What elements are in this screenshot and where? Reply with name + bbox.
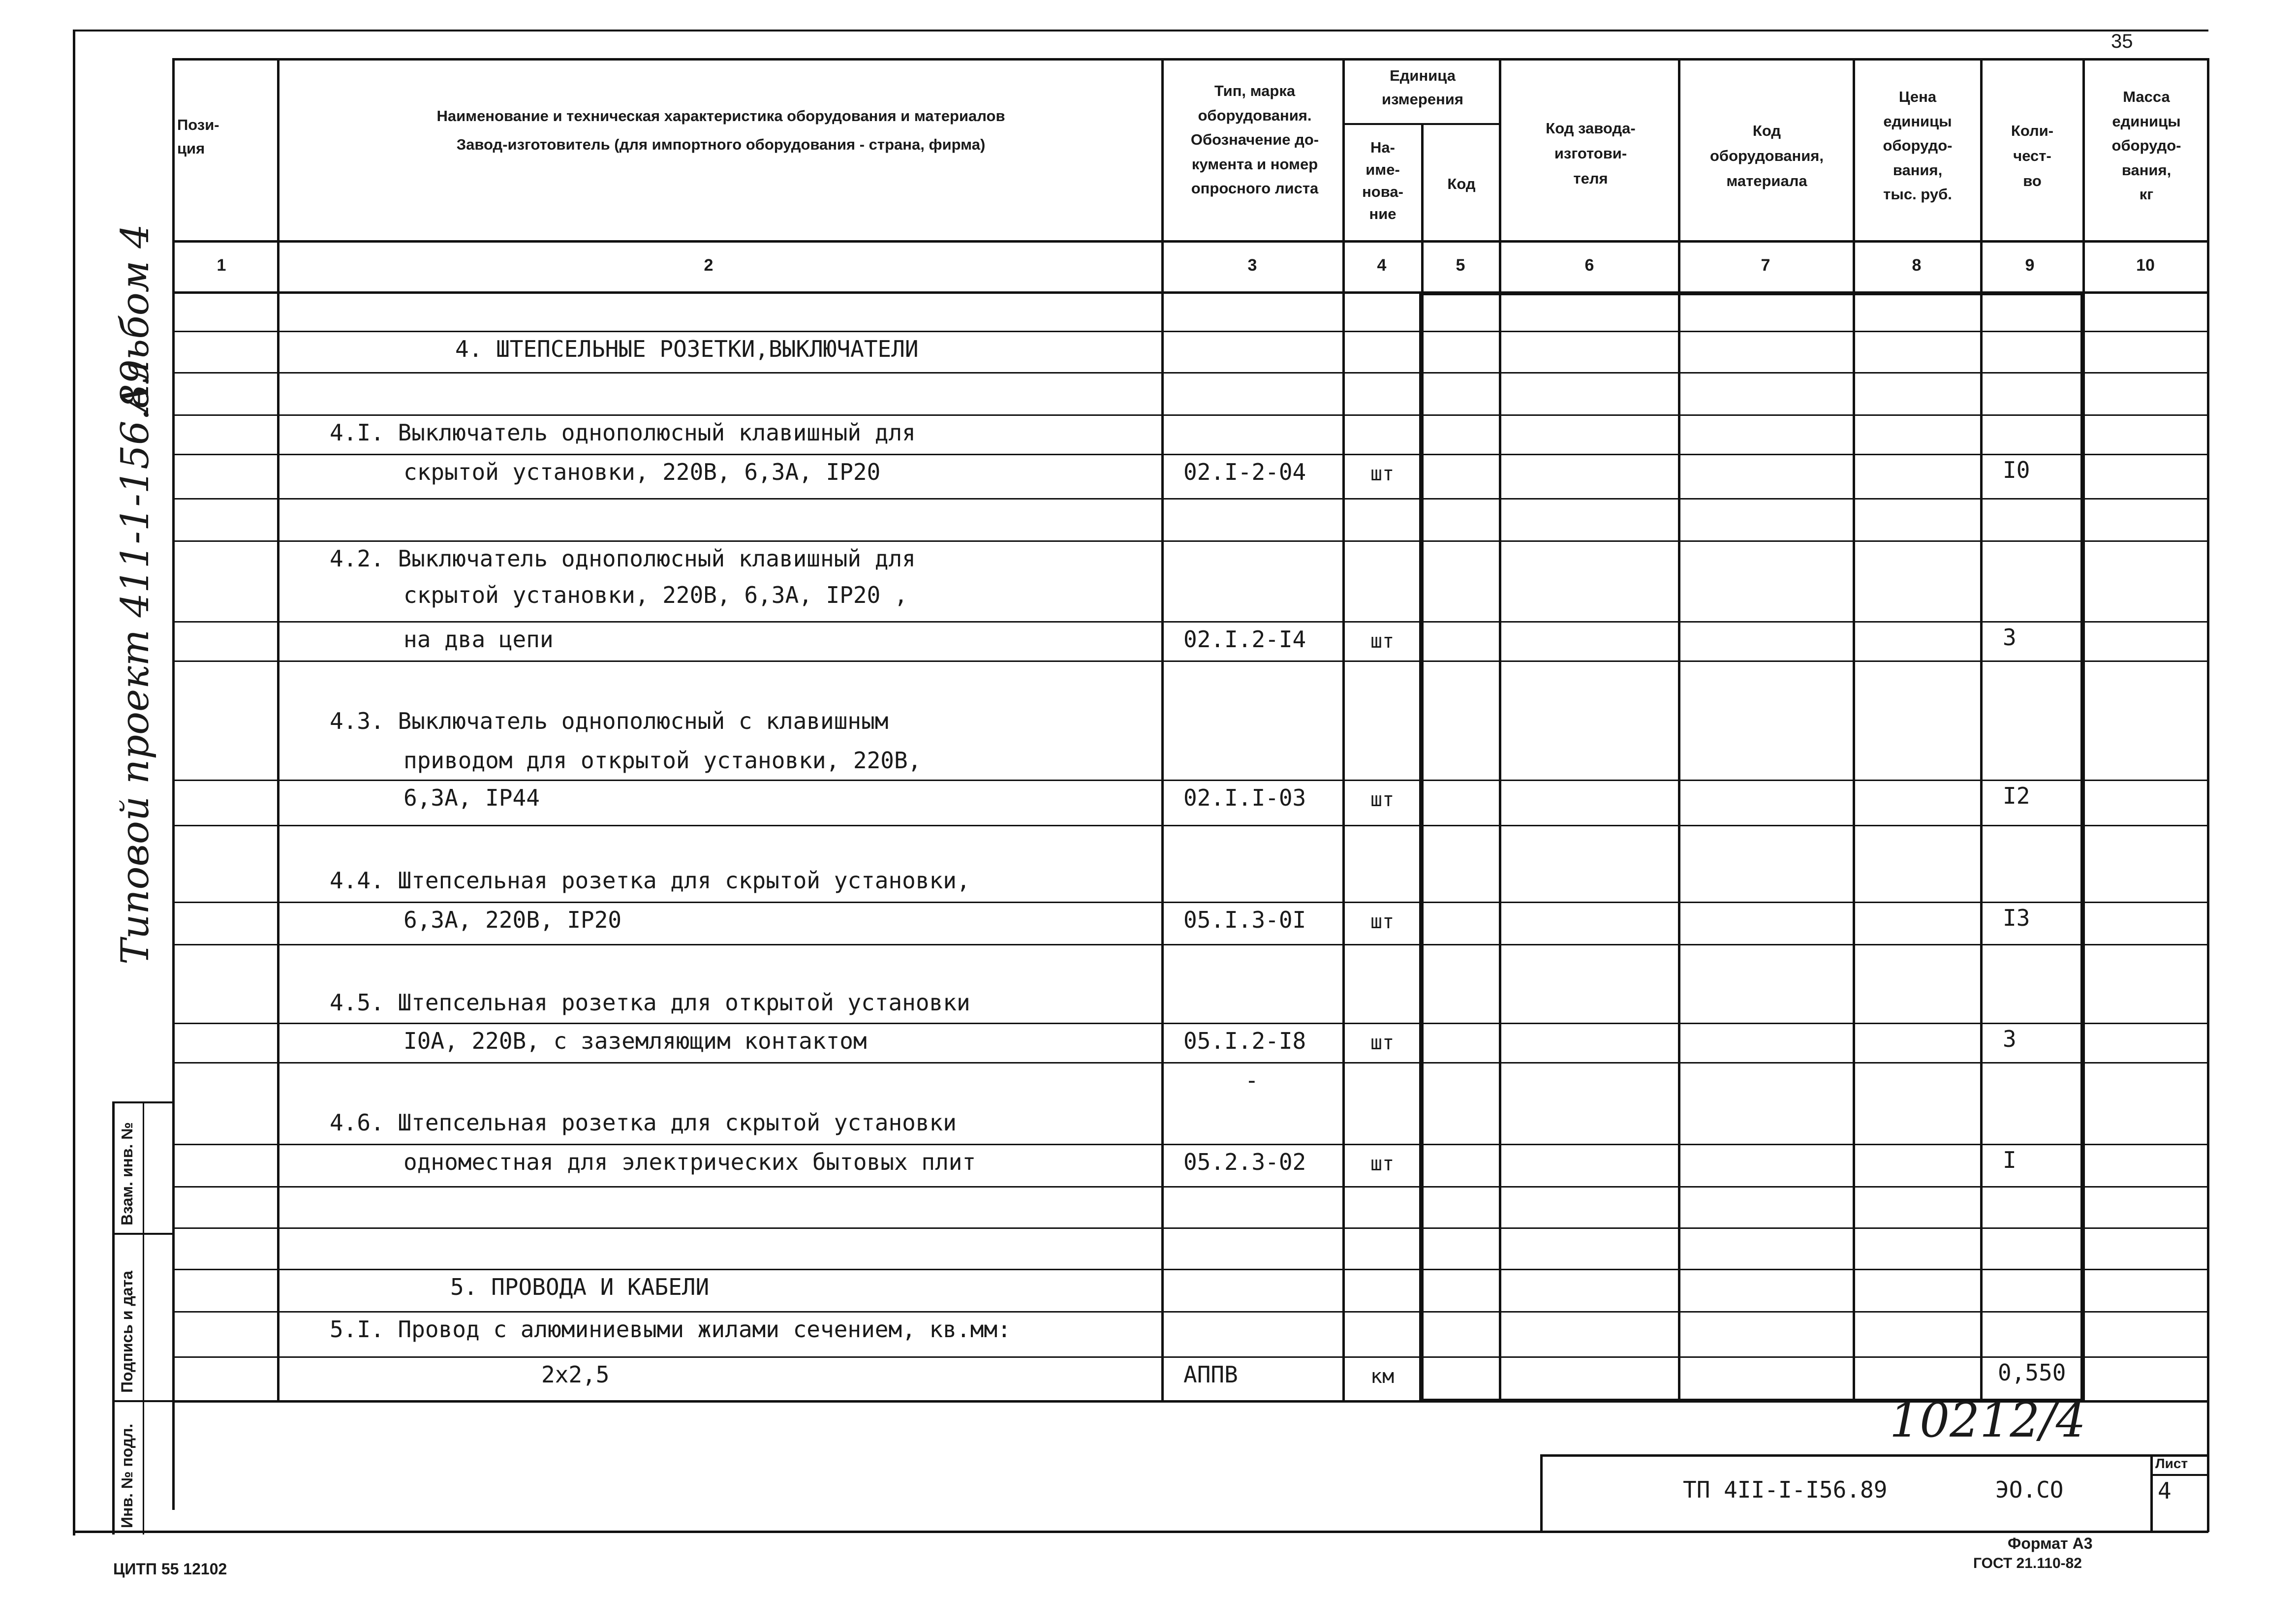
table-row <box>0 1104 2296 1141</box>
row-quantity: 3 <box>2003 624 2017 651</box>
row-unit: км <box>1370 1365 1395 1388</box>
unit-group-line <box>1342 123 1501 125</box>
header-unit-group: На- име- нова- ние <box>1362 139 1403 222</box>
table-row <box>0 1023 2296 1059</box>
table-row <box>0 862 2296 899</box>
table-row <box>0 294 2296 331</box>
row-name: 4.5. Штепсельная розетка для открытой установки <box>330 989 970 1016</box>
colnum-1: 1 <box>217 256 226 275</box>
row-type: 05.I.3-0I <box>1183 907 1306 933</box>
row-type: АППВ <box>1183 1361 1238 1388</box>
row-name: 4.I. Выключатель однополюсный клавишный для <box>330 419 916 446</box>
stamp-sheet-line <box>2150 1454 2153 1532</box>
table-row <box>0 1269 2296 1305</box>
project-label: Типовой проект 411-1-156.89 <box>113 359 157 965</box>
table-top-line <box>172 58 2209 61</box>
stamp-mark: ЭО.СО <box>1995 1476 2064 1503</box>
row-quantity: I0 <box>2003 457 2030 483</box>
stamp-bottom-line <box>73 1531 2208 1533</box>
row-name: 5.I. Провод с алюминиевыми жилами сечением, кв.мм: <box>330 1316 1011 1343</box>
row-type: - <box>1245 1067 1259 1094</box>
header-name-line1: Наименование и техническая характеристика оборудования и материалов <box>436 107 1005 125</box>
row-name: скрытой установки, 220В, 6,3А, IP20 <box>403 459 881 485</box>
row-name: 4.6. Штепсельная розетка для скрытой установки <box>330 1109 957 1136</box>
row-quantity: I3 <box>2003 905 2030 931</box>
header-bottom-line <box>172 240 2209 243</box>
row-name: 4.3. Выключатель однополюсный с клавишным <box>330 708 889 734</box>
row-name: на два цепи <box>403 626 554 653</box>
header-position: Пози- ция <box>177 116 219 157</box>
table-row <box>0 660 2296 697</box>
stamp-document-code: ТП 4II-I-I56.89 <box>1683 1476 1888 1503</box>
table-row <box>0 984 2296 1021</box>
table-row <box>0 1144 2296 1180</box>
row-type: 02.I.I-03 <box>1183 784 1306 811</box>
strip-signature-date: Подпись и дата <box>118 1271 136 1393</box>
strip-mid-line <box>143 1101 144 1535</box>
stamp-top-line <box>1540 1454 2208 1457</box>
header-price: Цена единицы оборудо- вания, тыс. руб. <box>1883 88 1953 203</box>
table-row <box>0 825 2296 861</box>
table-row <box>0 902 2296 938</box>
header-quantity: Коли- чест- во <box>2011 122 2054 190</box>
row-unit: шт <box>1370 910 1395 933</box>
row-quantity: 3 <box>2003 1026 2017 1052</box>
table-row <box>0 703 2296 739</box>
stamp-sheet-number: 4 <box>2158 1477 2172 1504</box>
header-unit-title: Единица измерения <box>1382 67 1463 108</box>
stamp-format: Формат А3 <box>2008 1535 2093 1552</box>
row-unit: шт <box>1370 630 1395 653</box>
row-name: 4. ШТЕПСЕЛЬНЫЕ РОЗЕТКИ,ВЫКЛЮЧАТЕЛИ <box>455 336 919 362</box>
row-unit: шт <box>1370 788 1395 811</box>
row-name: 4.4. Штепсельная розетка для скрытой установки, <box>330 867 970 894</box>
stamp-right-line <box>2207 1403 2209 1532</box>
colnum-7: 7 <box>1761 256 1770 275</box>
stamp-gost: ГОСТ 21.110-82 <box>1973 1555 2082 1571</box>
table-row <box>0 540 2296 577</box>
table-row <box>0 1356 2296 1393</box>
colnum-10: 10 <box>2136 256 2155 275</box>
table-row <box>0 331 2296 367</box>
frame-top-line <box>73 30 2208 31</box>
footer-left-code: ЦИТП 55 12102 <box>113 1560 227 1578</box>
header-mass: Масса единицы оборудо- вания, кг <box>2111 88 2181 203</box>
table-row <box>0 621 2296 658</box>
stamp-sheet-sep <box>2150 1474 2208 1476</box>
row-type: 05.I.2-I8 <box>1183 1028 1306 1054</box>
page-number: 35 <box>2111 31 2133 52</box>
table-row <box>0 1311 2296 1347</box>
table-row <box>0 498 2296 534</box>
row-name: скрытой установки, 220В, 6,3А, IP20 , <box>403 582 908 608</box>
row-name: 6,3А, 220В, IP20 <box>403 907 622 933</box>
row-unit: шт <box>1370 463 1395 485</box>
table-row <box>0 742 2296 779</box>
table-row <box>0 414 2296 451</box>
header-unit-code: Код <box>1447 175 1476 192</box>
colnum-8: 8 <box>1912 256 1922 275</box>
colnum-6: 6 <box>1584 256 1594 275</box>
header-type: Тип, марка оборудования. Обозначение до- кумента и номер опросного листа <box>1190 82 1319 197</box>
colnum-3: 3 <box>1247 256 1257 275</box>
stamp-left-line <box>1540 1454 1543 1532</box>
table-row <box>0 372 2296 408</box>
row-quantity: I <box>2003 1147 2017 1173</box>
album-label: Альбом 4 <box>113 224 157 413</box>
colnum-4: 4 <box>1377 256 1387 275</box>
table-row <box>0 1062 2296 1098</box>
row-unit: шт <box>1370 1153 1395 1175</box>
stamp-sheet-label: Лист <box>2155 1456 2188 1471</box>
row-unit: шт <box>1370 1032 1395 1054</box>
table-row <box>0 454 2296 490</box>
strip-vzam-inv: Взам. инв. № <box>118 1122 136 1225</box>
colnum-2: 2 <box>704 256 714 275</box>
strip-left-line <box>112 1101 115 1535</box>
row-quantity: 0,550 <box>1998 1359 2066 1386</box>
table-row <box>0 1186 2296 1222</box>
row-type: 02.I.2-I4 <box>1183 626 1306 653</box>
row-name: 5. ПРОВОДА И КАБЕЛИ <box>450 1274 710 1300</box>
table-row <box>0 944 2296 980</box>
colnum-9: 9 <box>2025 256 2035 275</box>
header-factory-code: Код завода- изготови- теля <box>1546 120 1636 188</box>
table-row <box>0 1227 2296 1264</box>
strip-inv-podl: Инв. № подл. <box>118 1423 136 1528</box>
header-equipment-code: Код оборудования, материала <box>1709 122 1824 190</box>
row-quantity: I2 <box>2003 783 2030 809</box>
row-name: одноместная для электрических бытовых плит <box>403 1149 976 1175</box>
row-name: приводом для открытой установки, 220В, <box>403 747 922 774</box>
row-name: I0А, 220В, с заземляющим контактом <box>403 1028 867 1054</box>
row-name: 2x2,5 <box>541 1361 610 1388</box>
table-row <box>0 577 2296 613</box>
header-name-line2: Завод-изготовитель (для импортного оборудования - страна, фирма) <box>456 136 986 153</box>
row-type: 05.2.3-02 <box>1183 1149 1306 1175</box>
colnum-5: 5 <box>1456 256 1465 275</box>
table-row <box>0 780 2296 816</box>
row-name: 6,3А, IP44 <box>403 784 540 811</box>
stamp-handwritten-number: 10212/4 <box>1890 1393 2086 1448</box>
row-name: 4.2. Выключатель однополюсный клавишный для <box>330 545 916 572</box>
row-type: 02.I-2-04 <box>1183 459 1306 485</box>
